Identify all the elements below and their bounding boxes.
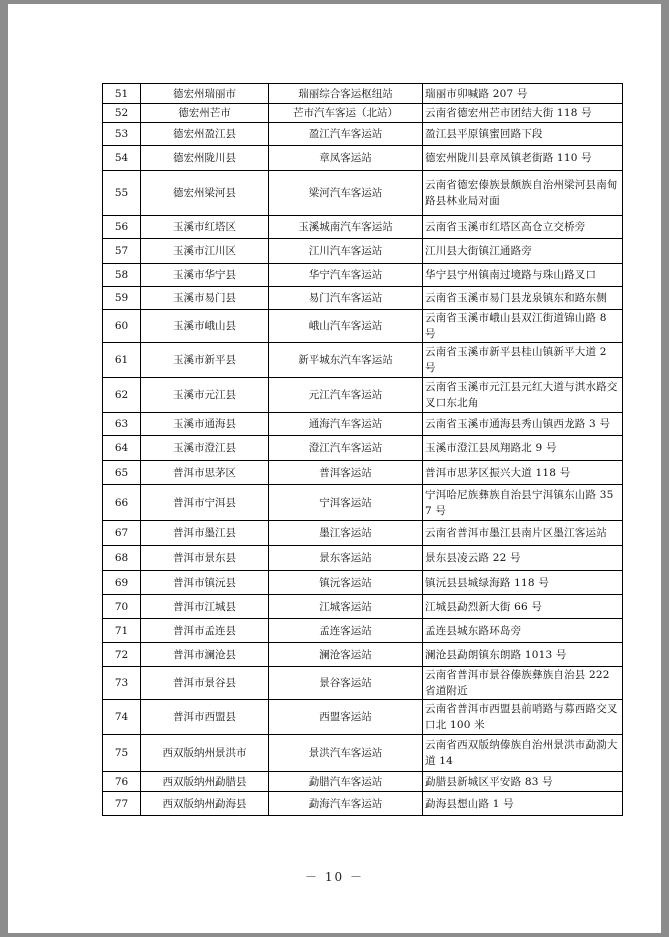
row-area: 玉溪市易门县 xyxy=(141,287,269,310)
row-number: 56 xyxy=(103,216,141,239)
row-area: 普洱市墨江县 xyxy=(141,521,269,546)
table-row xyxy=(103,84,623,104)
row-address: 云南省玉溪市峨山县双江街道锦山路 8 号 xyxy=(423,310,623,343)
bus-station-table xyxy=(102,83,623,816)
row-station-name: 孟连客运站 xyxy=(269,619,423,643)
row-area: 西双版纳州勐腊县 xyxy=(141,772,269,792)
row-station-name: 元江汽车客运站 xyxy=(269,378,423,413)
table-row xyxy=(103,123,623,146)
row-station-name: 峨山汽车客运站 xyxy=(269,310,423,343)
row-address: 普洱市思茅区振兴大道 118 号 xyxy=(423,461,623,485)
table-row xyxy=(103,571,623,595)
row-address: 云南省德宏傣族景颇族自治州梁河县南甸路县林业局对面 xyxy=(423,171,623,216)
row-station-name: 墨江客运站 xyxy=(269,521,423,546)
row-area: 西双版纳州景洪市 xyxy=(141,735,269,772)
row-address: 江城县勐烈新大街 66 号 xyxy=(423,595,623,619)
row-number: 73 xyxy=(103,667,141,700)
row-area: 玉溪市华宁县 xyxy=(141,264,269,287)
table-row xyxy=(103,546,623,571)
row-number: 66 xyxy=(103,485,141,521)
row-address: 云南省玉溪市易门县龙泉镇东和路东侧 xyxy=(423,287,623,310)
row-area: 普洱市江城县 xyxy=(141,595,269,619)
row-station-name: 景洪汽车客运站 xyxy=(269,735,423,772)
row-number: 51 xyxy=(103,84,141,104)
row-address: 盈江县平原镇蜜回路下段 xyxy=(423,123,623,146)
table-row xyxy=(103,792,623,816)
row-area: 玉溪市通海县 xyxy=(141,413,269,436)
row-number: 68 xyxy=(103,546,141,571)
row-station-name: 章凤客运站 xyxy=(269,146,423,171)
row-address: 云南省普洱市西盟县前哨路与募西路交叉口北 100 米 xyxy=(423,700,623,735)
row-area: 玉溪市元江县 xyxy=(141,378,269,413)
row-address: 华宁县宁州镇南过境路与珠山路叉口 xyxy=(423,264,623,287)
row-number: 67 xyxy=(103,521,141,546)
row-number: 71 xyxy=(103,619,141,643)
table-row xyxy=(103,772,623,792)
row-area: 普洱市思茅区 xyxy=(141,461,269,485)
row-station-name: 易门汽车客运站 xyxy=(269,287,423,310)
row-station-name: 瑞丽综合客运枢纽站 xyxy=(269,84,423,104)
table-row xyxy=(103,461,623,485)
row-area: 德宏州瑞丽市 xyxy=(141,84,269,104)
row-address: 云南省德宏州芒市团结大街 118 号 xyxy=(423,104,623,123)
row-area: 德宏州梁河县 xyxy=(141,171,269,216)
row-station-name: 新平城东汽车客运站 xyxy=(269,343,423,378)
row-address: 云南省普洱市墨江县南片区墨江客运站 xyxy=(423,521,623,546)
row-area: 普洱市景谷县 xyxy=(141,667,269,700)
row-area: 普洱市宁洱县 xyxy=(141,485,269,521)
row-area: 德宏州盈江县 xyxy=(141,123,269,146)
row-number: 60 xyxy=(103,310,141,343)
row-station-name: 江川汽车客运站 xyxy=(269,239,423,264)
row-area: 普洱市西盟县 xyxy=(141,700,269,735)
table-row xyxy=(103,735,623,772)
row-number: 70 xyxy=(103,595,141,619)
row-number: 54 xyxy=(103,146,141,171)
row-address: 云南省玉溪市新平县桂山镇新平大道 2 号 xyxy=(423,343,623,378)
table-row xyxy=(103,378,623,413)
table-row xyxy=(103,239,623,264)
row-number: 69 xyxy=(103,571,141,595)
row-address: 宁洱哈尼族彝族自治县宁洱镇东山路 357 号 xyxy=(423,485,623,521)
table-row xyxy=(103,700,623,735)
row-number: 75 xyxy=(103,735,141,772)
table-row xyxy=(103,619,623,643)
row-station-name: 宁洱客运站 xyxy=(269,485,423,521)
row-station-name: 勐腊汽车客运站 xyxy=(269,772,423,792)
row-station-name: 江城客运站 xyxy=(269,595,423,619)
row-area: 普洱市镇沅县 xyxy=(141,571,269,595)
row-address: 景东县凌云路 22 号 xyxy=(423,546,623,571)
row-number: 72 xyxy=(103,643,141,667)
row-number: 74 xyxy=(103,700,141,735)
row-address: 玉溪市澄江县凤翔路北 9 号 xyxy=(423,436,623,461)
table-row xyxy=(103,216,623,239)
row-address: 云南省玉溪市红塔区高仓立交桥旁 xyxy=(423,216,623,239)
row-number: 76 xyxy=(103,772,141,792)
row-number: 64 xyxy=(103,436,141,461)
row-station-name: 镇沅客运站 xyxy=(269,571,423,595)
table-row xyxy=(103,595,623,619)
row-address: 云南省玉溪市通海县秀山镇西龙路 3 号 xyxy=(423,413,623,436)
row-address: 瑞丽市卯喊路 207 号 xyxy=(423,84,623,104)
row-number: 58 xyxy=(103,264,141,287)
row-number: 65 xyxy=(103,461,141,485)
row-station-name: 景谷客运站 xyxy=(269,667,423,700)
row-area: 玉溪市红塔区 xyxy=(141,216,269,239)
table-row xyxy=(103,343,623,378)
row-station-name: 普洱客运站 xyxy=(269,461,423,485)
row-area: 普洱市澜沧县 xyxy=(141,643,269,667)
table-row xyxy=(103,310,623,343)
row-address: 云南省玉溪市元江县元红大道与淇水路交叉口东北角 xyxy=(423,378,623,413)
row-address: 云南省西双版纳傣族自治州景洪市勐泐大道 14 xyxy=(423,735,623,772)
row-area: 玉溪市峨山县 xyxy=(141,310,269,343)
table-row xyxy=(103,485,623,521)
row-area: 玉溪市江川区 xyxy=(141,239,269,264)
row-address: 勐腊县新城区平安路 83 号 xyxy=(423,772,623,792)
row-station-name: 芒市汽车客运（北站） xyxy=(269,104,423,123)
table-row xyxy=(103,287,623,310)
row-area: 西双版纳州勐海县 xyxy=(141,792,269,816)
table-row xyxy=(103,413,623,436)
row-number: 52 xyxy=(103,104,141,123)
table-row xyxy=(103,667,623,700)
row-area: 玉溪市新平县 xyxy=(141,343,269,378)
table-row xyxy=(103,643,623,667)
row-address: 镇沅县县城绿海路 118 号 xyxy=(423,571,623,595)
table-row xyxy=(103,104,623,123)
document-page xyxy=(8,4,661,933)
row-station-name: 西盟客运站 xyxy=(269,700,423,735)
row-station-name: 通海汽车客运站 xyxy=(269,413,423,436)
row-station-name: 勐海汽车客运站 xyxy=(269,792,423,816)
row-station-name: 澜沧客运站 xyxy=(269,643,423,667)
row-station-name: 梁河汽车客运站 xyxy=(269,171,423,216)
table-row xyxy=(103,146,623,171)
row-area: 普洱市孟连县 xyxy=(141,619,269,643)
table-row xyxy=(103,264,623,287)
row-station-name: 盈江汽车客运站 xyxy=(269,123,423,146)
row-number: 77 xyxy=(103,792,141,816)
row-station-name: 玉溪城南汽车客运站 xyxy=(269,216,423,239)
row-address: 孟连县城东路环岛旁 xyxy=(423,619,623,643)
row-area: 普洱市景东县 xyxy=(141,546,269,571)
row-number: 59 xyxy=(103,287,141,310)
table-row xyxy=(103,436,623,461)
table-row xyxy=(103,171,623,216)
row-number: 63 xyxy=(103,413,141,436)
row-address: 澜沧县勐朗镇东朗路 1013 号 xyxy=(423,643,623,667)
row-number: 53 xyxy=(103,123,141,146)
row-address: 勐海县想山路 1 号 xyxy=(423,792,623,816)
row-area: 德宏州陇川县 xyxy=(141,146,269,171)
page-number: － 10 － xyxy=(305,870,364,884)
row-area: 德宏州芒市 xyxy=(141,104,269,123)
row-address: 江川县大街镇江通路旁 xyxy=(423,239,623,264)
row-number: 61 xyxy=(103,343,141,378)
row-address: 德宏州陇川县章凤镇老街路 110 号 xyxy=(423,146,623,171)
row-station-name: 景东客运站 xyxy=(269,546,423,571)
row-area: 玉溪市澄江县 xyxy=(141,436,269,461)
row-number: 57 xyxy=(103,239,141,264)
table-row xyxy=(103,521,623,546)
row-number: 62 xyxy=(103,378,141,413)
row-station-name: 华宁汽车客运站 xyxy=(269,264,423,287)
row-address: 云南省普洱市景谷傣族彝族自治县 222 省道附近 xyxy=(423,667,623,700)
row-station-name: 澄江汽车客运站 xyxy=(269,436,423,461)
row-number: 55 xyxy=(103,171,141,216)
